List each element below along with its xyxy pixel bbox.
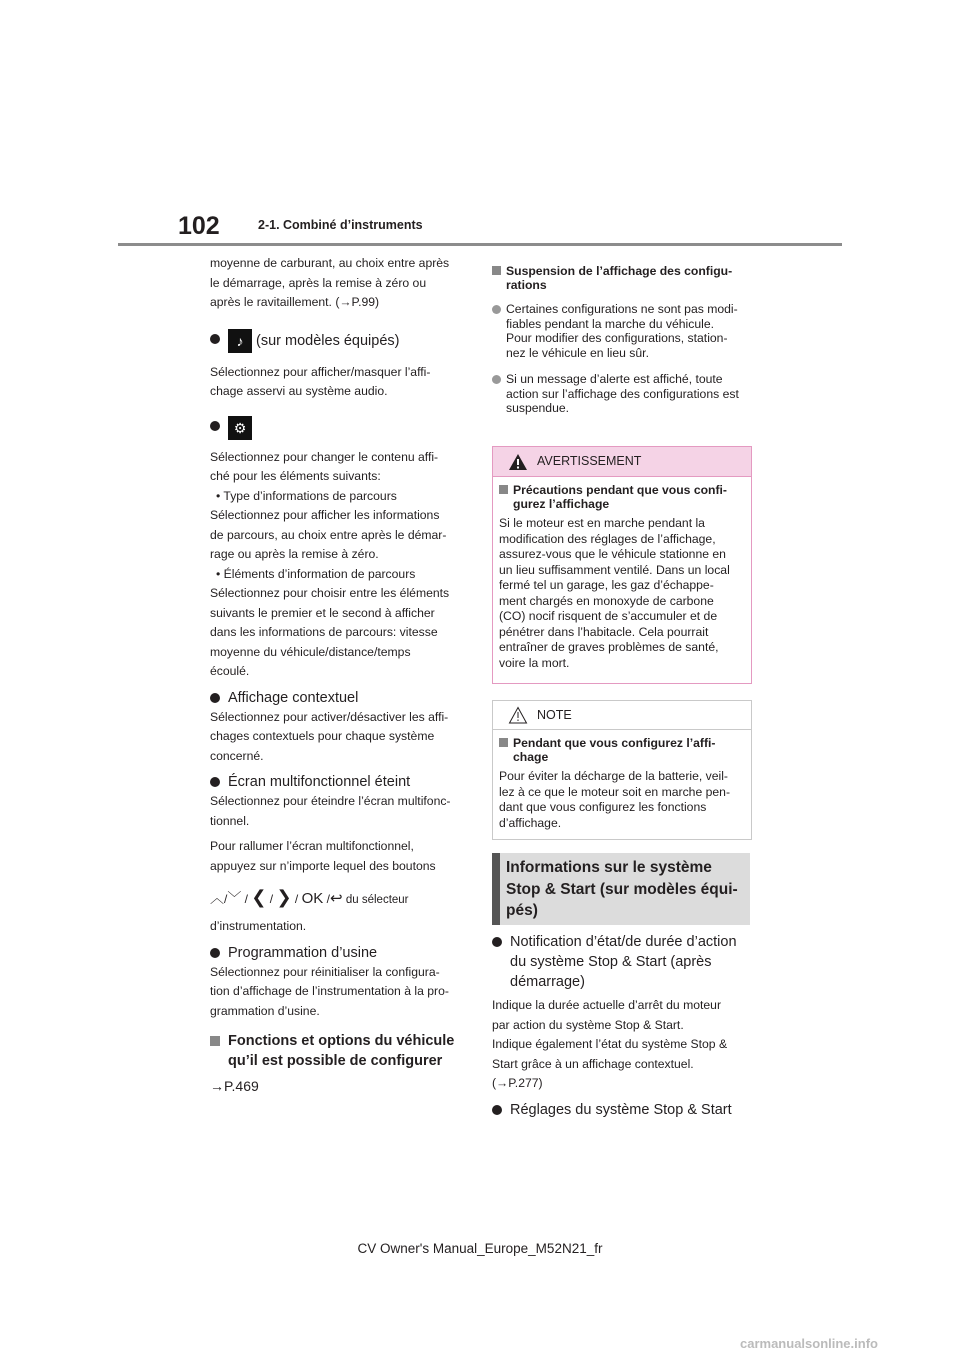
trip-sub-desc: moyenne du véhicule/distance/temps xyxy=(210,644,411,659)
screen-off-desc: tionnel. xyxy=(210,813,250,828)
page-number: 102 xyxy=(178,212,220,240)
suspension-text: Certaines configurations ne sont pas modi- xyxy=(506,302,738,316)
note-label: NOTE xyxy=(537,708,572,722)
note-text: dant que vous configurez les fonctions xyxy=(499,800,707,814)
notif-title-line: du système Stop & Start (après xyxy=(510,954,712,970)
warning-title-line: gurez l’affichage xyxy=(513,497,610,511)
warning-text: ment chargés en monoxyde de carbone xyxy=(499,593,714,608)
popup-desc: concerné. xyxy=(210,748,264,763)
audio-desc: Sélectionnez pour afficher/masquer l’affi- xyxy=(210,364,431,379)
suspension-bullet xyxy=(492,302,750,360)
note-box xyxy=(492,700,752,840)
trip-sub-desc: Sélectionnez pour afficher les informations xyxy=(210,508,440,522)
trip-item xyxy=(210,416,468,440)
functions-heading xyxy=(210,1031,468,1071)
info-heading-line: pés) xyxy=(506,902,538,919)
info-heading-line: Stop & Start (sur modèles équi- xyxy=(506,880,738,898)
suspension-heading-line: Suspension de l’affichage des configu- xyxy=(506,264,733,278)
button-row: ︿/﹀ / ❮ / ❯ / OK /↩ du sélecteur xyxy=(210,887,409,907)
trip-desc: Sélectionnez pour changer le contenu affi- xyxy=(210,449,439,464)
bullet-dot xyxy=(492,1105,502,1115)
square-bullet xyxy=(492,266,501,275)
popup-desc: Sélectionnez pour activer/désactiver les affi- xyxy=(210,709,449,724)
note-text: Pour éviter la décharge de la batterie, veil- xyxy=(499,769,728,783)
notif-desc: par action du système Stop & Start. xyxy=(492,1017,684,1032)
settings-title: Réglages du système Stop & Start xyxy=(510,1101,732,1118)
info-heading-bar xyxy=(492,853,500,925)
popup-desc: chages contextuels pour chaque système xyxy=(210,729,435,743)
trip-sub-desc: de parcours, au choix entre après le démar- xyxy=(210,527,447,542)
warning-title xyxy=(499,483,745,511)
bullet-dot xyxy=(492,375,501,384)
suspension-text: action sur l’affichage des configurations est xyxy=(506,386,739,401)
warning-text: pénétrer dans l’habitacle. Cela pourrait xyxy=(499,624,709,639)
screen-off-desc: d’instrumentation. xyxy=(210,919,307,933)
vehicle-info-icon: ⚙ xyxy=(228,416,252,440)
intro-line: moyenne de carburant, au choix entre après xyxy=(210,256,450,270)
trip-sub-desc: Sélectionnez pour choisir entre les éléments xyxy=(210,586,450,600)
factory-item xyxy=(210,943,468,963)
suspension-text: nez le véhicule en lieu sûr. xyxy=(506,345,649,360)
section-title: 2-1. Combiné d’instruments xyxy=(258,218,423,232)
suspension-text: suspendue. xyxy=(506,401,570,415)
functions-ref: →P.469 xyxy=(210,1078,259,1094)
warning-header xyxy=(493,447,751,477)
audio-item xyxy=(210,329,468,353)
trip-sub-title: • Type d’informations de parcours xyxy=(216,488,397,503)
trip-sub-desc: écoulé. xyxy=(210,664,250,678)
factory-desc: Sélectionnez pour réinitialiser la configura- xyxy=(210,964,440,979)
suspension-text: fiables pendant la marche du véhicule. xyxy=(506,316,714,331)
ok-button-icon: OK xyxy=(301,890,324,907)
info-heading-line: Informations sur le système xyxy=(506,859,712,876)
square-bullet xyxy=(499,485,508,494)
footer: CV Owner's Manual_Europe_M52N21_fr xyxy=(357,1241,603,1256)
warning-triangle-icon xyxy=(508,453,528,471)
chevron-left-icon: ❮ xyxy=(251,887,267,907)
warning-text: un lieu suffisamment ventilé. Dans un local xyxy=(499,562,730,577)
suspension-bullet xyxy=(492,372,750,416)
bullet-dot xyxy=(210,948,220,958)
bullet-dot xyxy=(210,421,220,431)
note-triangle-icon xyxy=(508,706,528,724)
notif-item xyxy=(492,932,754,992)
trip-sub-desc: rage ou après la remise à zéro. xyxy=(210,547,379,561)
warning-text: voire la mort. xyxy=(499,655,570,670)
suspension-text: Pour modifier des configurations, station- xyxy=(506,331,728,345)
music-note-icon: ♪ xyxy=(228,329,252,353)
stopstart-section xyxy=(492,932,754,1120)
note-text: lez à ce que le moteur soit en marche pen- xyxy=(499,784,731,799)
intro-line: le démarrage, après la remise à zéro ou xyxy=(210,275,427,290)
note-title-line: Pendant que vous configurez l’affi- xyxy=(513,736,716,750)
right-column xyxy=(492,264,750,416)
audio-desc: chage asservi au système audio. xyxy=(210,384,388,398)
warning-text: Si le moteur est en marche pendant la xyxy=(499,516,705,530)
screen-off-title: Écran multifonctionnel éteint xyxy=(228,774,411,790)
chevron-down-icon: ﹀ xyxy=(227,890,242,906)
warning-text: (CO) nocif risquent de s’accumuler et de xyxy=(499,609,718,623)
popup-item xyxy=(210,688,468,708)
note-title xyxy=(499,736,745,764)
functions-heading-line: Fonctions et options du véhicule xyxy=(228,1033,455,1049)
note-text: d’affichage. xyxy=(499,815,562,830)
header-rule xyxy=(118,243,842,246)
chevron-up-icon: ︿ xyxy=(210,890,224,906)
bullet-dot xyxy=(492,937,502,947)
back-icon: ↩ xyxy=(329,890,343,907)
note-header xyxy=(493,701,751,730)
warning-text: assurez-vous que le véhicule stationne en xyxy=(499,547,726,561)
bullet-dot xyxy=(210,693,220,703)
notif-desc: Indique également l’état du système Stop & xyxy=(492,1037,728,1051)
left-column xyxy=(210,254,468,1097)
screen-off-item xyxy=(210,772,468,792)
factory-desc: grammation d’usine. xyxy=(210,1003,320,1018)
trip-sub-desc: dans les informations de parcours: vitesse xyxy=(210,625,438,639)
factory-desc: tion d’affichage de l’instrumentation à la pro- xyxy=(210,984,449,998)
warning-text: fermé tel un garage, les gaz d’échappe- xyxy=(499,578,714,592)
intro-line: après le ravitaillement. (→P.99) xyxy=(210,295,380,309)
square-bullet xyxy=(499,738,508,747)
trip-sub-desc: suivants le premier et le second à afficher xyxy=(210,605,435,620)
bullet-dot xyxy=(492,305,501,314)
notif-title-line: démarrage) xyxy=(510,974,585,990)
bullet-dot xyxy=(210,334,220,344)
suspension-heading xyxy=(492,264,750,292)
screen-off-desc: Pour rallumer l’écran multifonctionnel, xyxy=(210,839,414,853)
info-heading xyxy=(506,857,746,922)
button-row-suffix: du sélecteur xyxy=(345,894,409,906)
chevron-right-icon: ❯ xyxy=(276,887,292,907)
notif-title-line: Notification d’état/de durée d’action xyxy=(510,934,737,950)
note-title-line: chage xyxy=(513,750,549,764)
info-heading-box xyxy=(492,853,750,925)
notif-desc: Start grâce à un affichage contextuel. xyxy=(492,1056,694,1071)
warning-box xyxy=(492,446,752,684)
factory-title: Programmation d’usine xyxy=(228,944,378,961)
bullet-dot xyxy=(210,777,220,787)
warning-text: entraîner de graves problèmes de santé, xyxy=(499,640,719,654)
warning-text: modification des réglages de l’affichage, xyxy=(499,531,716,546)
notif-desc: Indique la durée actuelle d’arrêt du moteur xyxy=(492,998,721,1012)
watermark: carmanualsonline.info xyxy=(740,1336,878,1351)
screen-off-desc: Sélectionnez pour éteindre l’écran multifonc- xyxy=(210,794,451,808)
square-bullet xyxy=(210,1036,220,1046)
warning-label: AVERTISSEMENT xyxy=(537,454,642,468)
suspension-text: Si un message d’alerte est affiché, toute xyxy=(506,372,723,386)
settings-item xyxy=(492,1100,754,1120)
warning-title-line: Précautions pendant que vous confi- xyxy=(513,483,727,497)
functions-heading-line: qu’il est possible de configurer xyxy=(228,1053,443,1069)
suspension-heading-line: rations xyxy=(506,278,547,292)
trip-sub-title: • Éléments d’information de parcours xyxy=(216,566,416,581)
trip-desc: ché pour les éléments suivants: xyxy=(210,469,381,483)
screen-off-desc: appuyez sur n’importe lequel des boutons xyxy=(210,858,436,873)
popup-title: Affichage contextuel xyxy=(228,689,359,706)
audio-label: (sur modèles équipés) xyxy=(256,332,400,349)
notif-desc: (→P.277) xyxy=(492,1076,543,1090)
